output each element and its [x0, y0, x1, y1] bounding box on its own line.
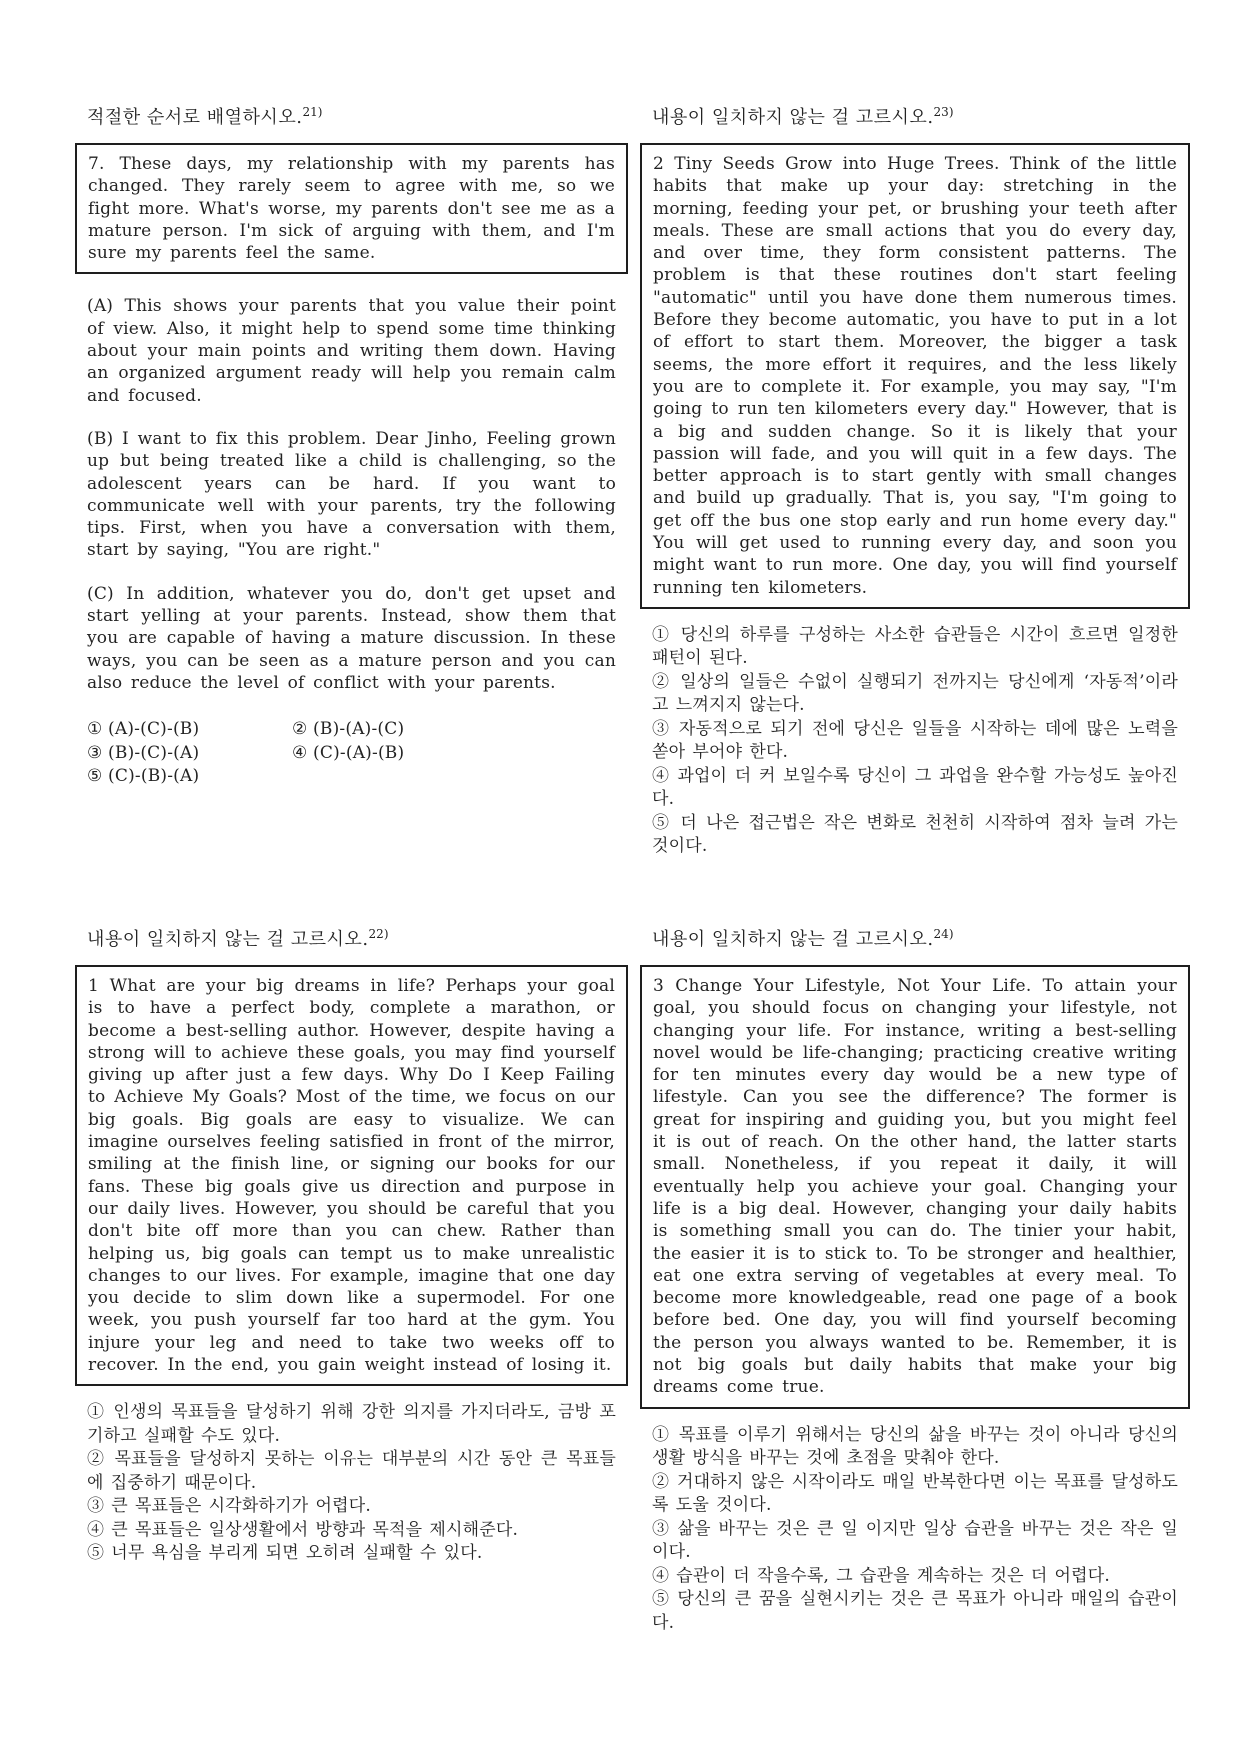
question-24-passage: 3 Change Your Lifestyle, Not Your Life. To attain your goal, you should focus on changing your lifestyle, not changing your life. For instance, writing a best-selling novel would be life-changing; practicing creative writing for ten minutes every day would be a new type of lifestyle. Can you see the difference? The former is great for inspiring and guiding you, but you might feel it is out of reach. On the other hand, the latter starts small. Nonetheless, if you repeat it daily, it will eventually help you achieve your goal. Changing your life is a big deal. However, changing your daily habits is something small you can do. The tinier your habit, the easier it is to stick to. To be stronger and healthier, eat one extra serving of vegetables at every meal. To become more knowledgeable, read one page of a book before bed. One day, you will find yourself becoming the person you always wanted to be. Remember, it is not big goals but daily habits that make your big dreams come true. — [653, 976, 1177, 1398]
question-24-instruction: 내용이 일치하지 않는 걸 고르시오. — [652, 929, 934, 950]
question-24-choice-1: ① 목표를 이루기 위해서는 당신의 삶을 바꾸는 것이 아니라 당신의 생활 방식을 바꾸는 것에 초점을 맞춰야 한다. — [652, 1424, 1178, 1469]
question-23 — [640, 100, 1190, 859]
question-21-passage-box — [75, 143, 628, 274]
question-23-choice-2: ② 일상의 일들은 수없이 실행되기 전까지는 당신에게 ‘자동적’이라고 느껴지지 않는다. — [652, 671, 1178, 716]
question-21-choice-4: ④ (C)-(A)-(B) — [292, 742, 405, 763]
question-22-passage: 1 What are your big dreams in life? Perhaps your goal is to have a perfect body, complete a marathon, or become a best-selling author. However, despite having a strong will to achieve these goals, you may find yourself giving up after just a few days. Why Do I Keep Failing to Achieve My Goals? Most of the time, we focus on our big goals. Big goals are easy to visualize. We can imagine ourselves feeling satisfied in front of the mirror, smiling at the finish line, or signing our books for our fans. These big goals give us direction and purpose in our daily lives. However, you should be careful that you don't bite off more than you can chew. Rather than helping us, big goals can tempt us to make unrealistic changes to our lives. For example, imagine that one day you decide to slim down like a supermodel. For one week, you push yourself far too hard at the gym. You injure your leg and need to take two weeks off to recover. In the end, you gain weight instead of losing it. — [88, 976, 615, 1376]
question-21-passage: 7. These days, my relationship with my parents has changed. They rarely seem to agree with me, so we fight more. What's worse, my parents don't see me as a mature person. I'm sick of arguing with them, and I'm sure my parents feel the same. — [88, 154, 615, 264]
question-22-choice-1: ① 인생의 목표들을 달성하기 위해 강한 의지를 가지더라도, 금방 포기하고 실패할 수도 있다. — [87, 1402, 616, 1446]
question-21-paragraph-b: (B) I want to fix this problem. Dear Jinho, Feeling grown up but being treated like a child is challenging, so the adolescent years can be hard. If you want to communicate well with your parents, try the following tips. First, when you have a conversation with them, start by saying, "You are right." — [87, 428, 616, 561]
question-22-number: 22) — [368, 927, 389, 941]
question-22-passage-box — [75, 965, 628, 1386]
question-21-choice-5: ⑤ (C)-(B)-(A) — [87, 766, 200, 787]
question-21 — [75, 100, 628, 789]
question-24-choices — [640, 1424, 1190, 1636]
question-21-choice-2: ② (B)-(A)-(C) — [292, 719, 405, 740]
question-24-choice-4: ④ 습관이 더 작을수록, 그 습관을 계속하는 것은 더 어렵다. — [652, 1565, 1111, 1586]
question-23-choices — [640, 624, 1190, 859]
question-22-choice-2: ② 목표들을 달성하지 못하는 이유는 대부분의 시간 동안 큰 목표들에 집중하기 때문이다. — [87, 1449, 616, 1493]
question-23-passage-box — [640, 143, 1190, 609]
question-24 — [640, 922, 1190, 1635]
question-23-choice-4: ④ 과업이 더 커 보일수록 당신이 그 과업을 완수할 가능성도 높아진다. — [652, 765, 1178, 810]
question-21-number: 21) — [302, 105, 323, 119]
question-24-choice-3: ③ 삶을 바꾸는 것은 큰 일 이지만 일상 습관을 바꾸는 것은 작은 일이다. — [652, 1518, 1178, 1563]
question-22-choice-4: ④ 큰 목표들은 일상생활에서 방향과 목적을 제시해준다. — [87, 1519, 519, 1540]
question-23-choice-3: ③ 자동적으로 되기 전에 당신은 일들을 시작하는 데에 많은 노력을 쏟아 부어야 한다. — [652, 718, 1178, 763]
question-21-paragraph-a: (A) This shows your parents that you value their point of view. Also, it might help to spend some time thinking about your main points and writing them down. Having an organized argument ready will help you remain calm and focused. — [87, 296, 616, 406]
question-23-passage: 2 Tiny Seeds Grow into Huge Trees. Think of the little habits that make up your day: stretching in the morning, feeding your pet, or brushing your teeth after meals. These are small actions that you do every day, and over time, they form consistent patterns. The problem is that these routines don't start feeling "automatic" until you have done them numerous times. Before they become automatic, you have to put in a lot of effort to start them. Moreover, the bigger a task seems, the more effort it requires, and the less likely you are to complete it. For example, you may say, "I'm going to run ten kilometers every day." However, that is a big and sudden change. So it is likely that your passion will fade, and you will quit in a few days. The better approach is to start gently with small changes and build up gradually. That is, you say, "I'm going to get off the bus one stop early and run home every day." You will get used to running every day, and soon you might want to run more. One day, you will find yourself running ten kilometers. — [653, 154, 1177, 598]
question-24-choice-5: ⑤ 당신의 큰 꿈을 실현시키는 것은 큰 목표가 아니라 매일의 습관이다. — [652, 1589, 1178, 1633]
question-23-number: 23) — [933, 105, 954, 119]
question-22-choices — [75, 1401, 628, 1566]
question-24-header — [640, 922, 1190, 952]
question-21-paragraph-c: (C) In addition, whatever you do, don't get upset and start yelling at your parents. Instead, show them that you are capable of having a mature discussion. In these ways, you can be seen as a mature person and you can also reduce the level of conflict with your parents. — [87, 583, 616, 693]
question-22 — [75, 922, 628, 1566]
question-23-choice-1: ① 당신의 하루를 구성하는 사소한 습관들은 시간이 흐르면 일정한 패턴이 된다. — [652, 624, 1178, 669]
question-24-choice-2: ② 거대하지 않은 시작이라도 매일 반복한다면 이는 목표를 달성하도록 도울 것이다. — [652, 1471, 1178, 1516]
question-23-choice-5: ⑤ 더 나은 접근법은 작은 변화로 천천히 시작하여 점차 늘려 가는 것이다. — [652, 812, 1178, 857]
question-21-choice-1: ① (A)-(C)-(B) — [87, 719, 200, 740]
question-21-choice-3: ③ (B)-(C)-(A) — [87, 742, 200, 763]
question-22-choice-3: ③ 큰 목표들은 시각화하기가 어렵다. — [87, 1496, 371, 1517]
question-24-passage-box — [640, 965, 1190, 1409]
question-22-header — [75, 922, 628, 952]
question-21-header — [75, 100, 628, 130]
question-22-choice-5: ⑤ 너무 욕심을 부리게 되면 오히려 실패할 수 있다. — [87, 1543, 483, 1564]
question-23-instruction: 내용이 일치하지 않는 걸 고르시오. — [652, 107, 934, 128]
question-21-choices — [87, 718, 616, 789]
question-22-instruction: 내용이 일치하지 않는 걸 고르시오. — [87, 929, 369, 950]
question-24-number: 24) — [933, 927, 954, 941]
question-23-header — [640, 100, 1190, 130]
question-21-instruction: 적절한 순서로 배열하시오. — [87, 107, 303, 128]
